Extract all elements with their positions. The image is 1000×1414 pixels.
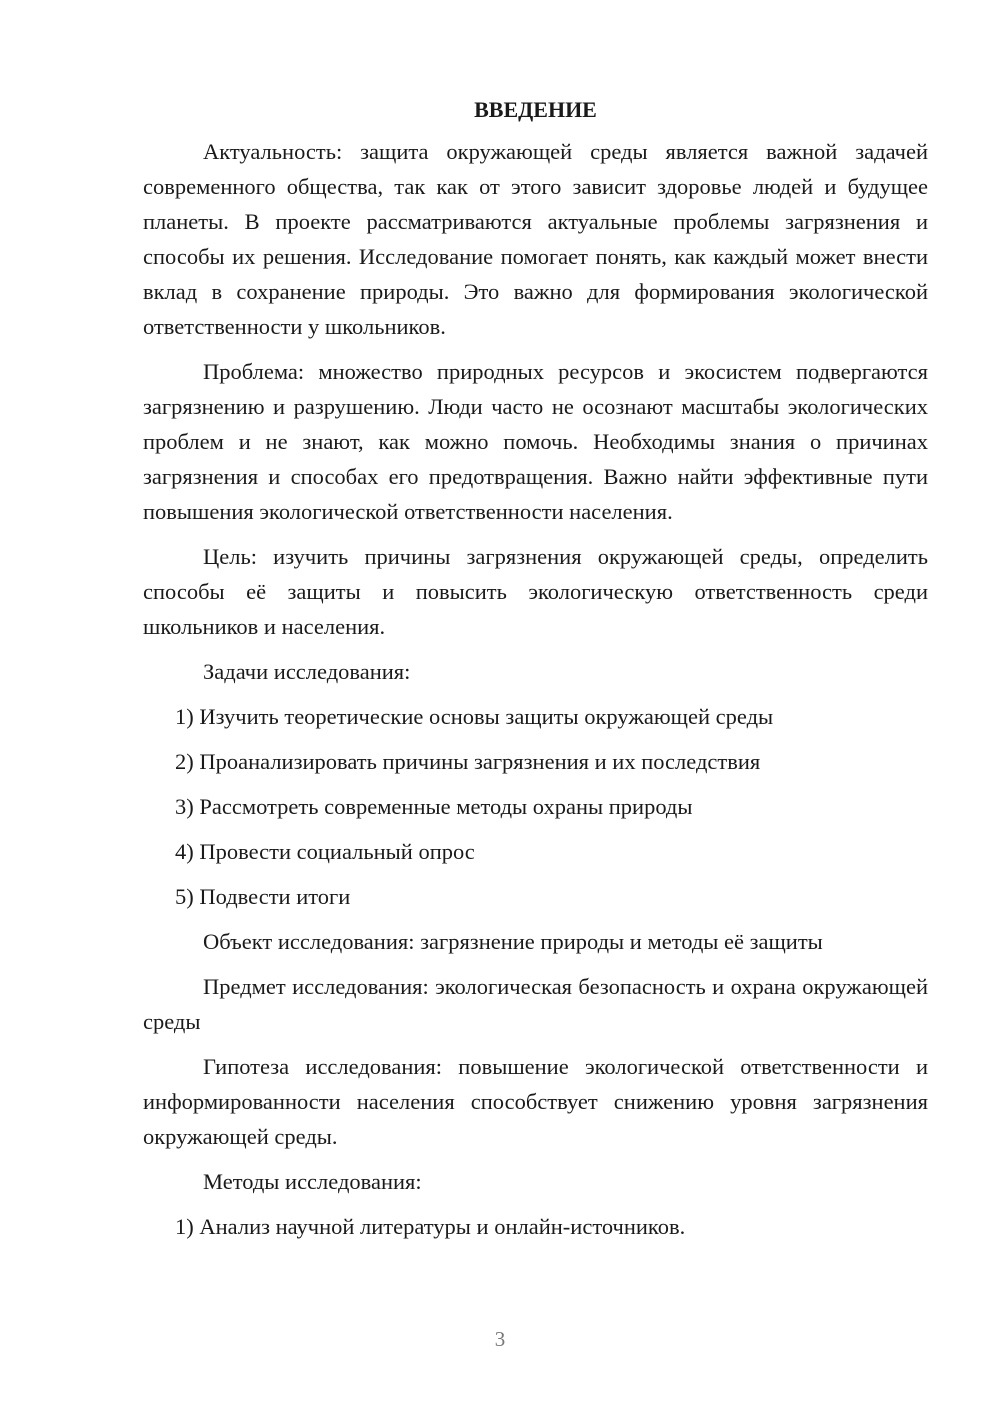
methods-heading: Методы исследования: — [203, 1169, 422, 1194]
list-item: 3) Рассмотреть современные методы охраны природы — [175, 794, 693, 819]
paragraph-relevance: Актуальность: защита окружающей среды является важной задачей современного общества, так как от этого зависит здоровье людей и будущее планеты. В проекте рассматриваются актуальные проблемы загрязнения и способы их решения. Исследование помогает понять, как каждый может внести вклад в сохранение природы. Это важно для формирования экологической ответственности у школьников. — [143, 139, 928, 339]
list-item: 1) Изучить теоретические основы защиты окружающей среды — [175, 704, 774, 729]
list-item: 2) Проанализировать причины загрязнения и их последствия — [175, 749, 761, 774]
tasks-list — [143, 699, 928, 914]
list-item: 4) Провести социальный опрос — [175, 839, 475, 864]
page-number: 3 — [494, 1327, 506, 1351]
paragraph-goal: Цель: изучить причины загрязнения окружающей среды, определить способы её защиты и повысить экологическую ответственность среди школьников и населения. — [143, 544, 928, 639]
paragraph-object: Объект исследования: загрязнение природы и методы её защиты — [203, 929, 823, 954]
document-page — [143, 92, 928, 1254]
paragraph-subject: Предмет исследования: экологическая безопасность и охрана окружающей среды — [143, 974, 928, 1034]
page-title: ВВЕДЕНИЕ — [474, 97, 597, 122]
tasks-heading: Задачи исследования: — [203, 659, 411, 684]
paragraph-problem: Проблема: множество природных ресурсов и экосистем подвергаются загрязнению и разрушению. Люди часто не осознают масштабы экологических проблем и не знают, как можно помочь. Необходимы знания о причинах загрязнения и способах его предотвращения. Важно найти эффективные пути повышения экологической ответственности населения. — [143, 359, 928, 524]
list-item: 5) Подвести итоги — [175, 884, 351, 909]
paragraph-hypothesis: Гипотеза исследования: повышение экологической ответственности и информированности населения способствует снижению уровня загрязнения окружающей среды. — [143, 1054, 928, 1149]
list-item: 1) Анализ научной литературы и онлайн-источников. — [175, 1214, 686, 1239]
methods-list — [143, 1209, 928, 1244]
